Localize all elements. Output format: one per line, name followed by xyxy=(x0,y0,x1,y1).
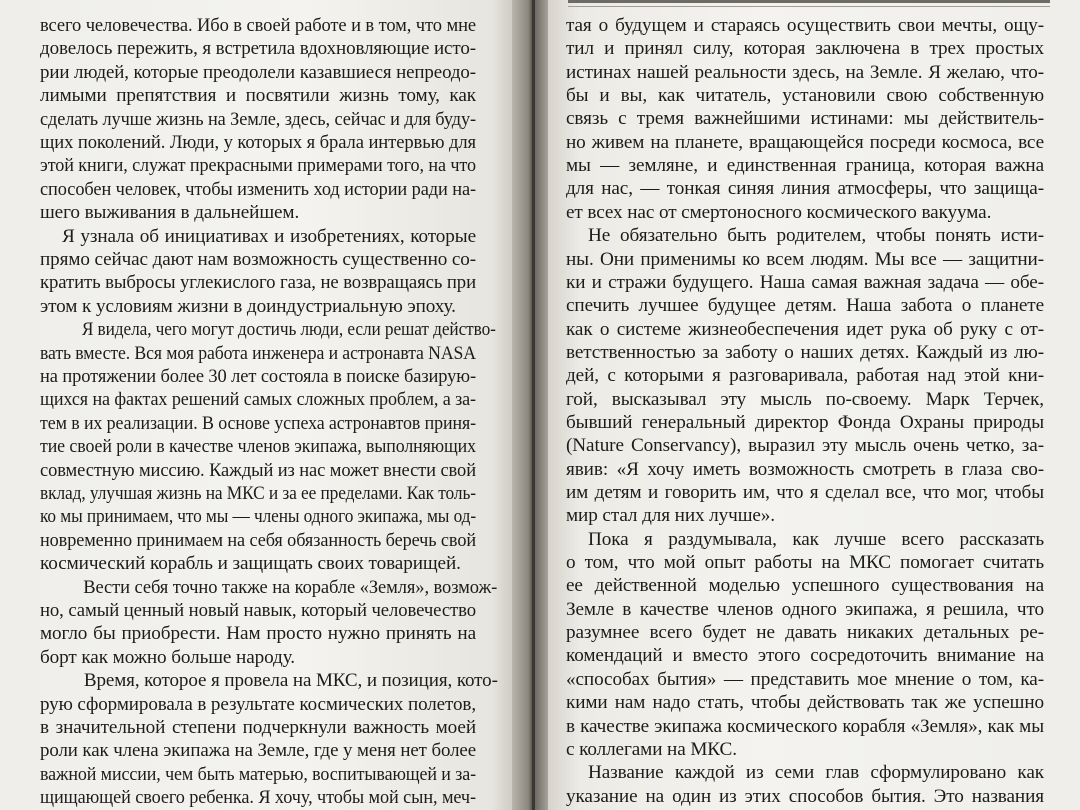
text-line: роли как члена экипажа на Земле, где у меня нет более xyxy=(40,740,476,762)
text-line: «способах бытия» — представить мое мнение о том, ка- xyxy=(566,668,1044,690)
text-line: вать вместе. Вся моя работа инженера и астронавта NASA xyxy=(40,342,476,364)
book-gutter xyxy=(512,0,548,810)
text-line: на протяжении более 30 лет состояла в поиске базирую- xyxy=(40,366,476,387)
text-line: в значительной степени подчеркнули важность моей xyxy=(40,717,476,738)
text-line: вклад, улучшая жизнь на МКС и за ее пределами. Как толь- xyxy=(40,483,476,504)
text-line: сделать лучше жизнь на Земле, здесь, сейчас и для буду- xyxy=(40,108,476,130)
text-line: новременно принимаем на себя обязанность беречь свой xyxy=(40,529,476,551)
text-line: Название каждой из семи глав сформулировано как xyxy=(588,762,1044,784)
text-line: щих поколений. Люди, у которых я брала интервью для xyxy=(40,132,476,153)
text-line: совместную миссию. Каждый из нас может внести свой xyxy=(40,459,476,481)
text-line: о том, что мой опыт работы на МКС помогает считать xyxy=(566,552,1044,574)
left-page xyxy=(0,0,512,810)
text-line: кими нам надо стать, чтобы действовать так же успешно xyxy=(566,692,1044,714)
text-line: ет всех нас от смертоносного космического вакуума. xyxy=(566,201,992,223)
text-line: указание на один из этих способов бытия. Это названия xyxy=(566,785,1044,807)
text-line: им детям и говорить им, что я сделал все, что мог, чтобы xyxy=(566,482,1044,503)
text-line: (Nature Conservancy), выразил эту мысль очень четко, за- xyxy=(566,435,1044,457)
text-line: истинах нашей реальности здесь, на Земле. Я желаю, что- xyxy=(566,61,1044,83)
text-line: кратить выбросы углекислого газа, не возвращаясь при xyxy=(40,272,476,294)
text-line: Земле в качестве членов одного экипажа, я решила, что xyxy=(566,598,1044,620)
text-line: гой, высказывал эту мысль по-своему. Марк Терчек, xyxy=(566,388,1044,410)
text-line: тем в их реализации. В основе успеха астронавтов приня- xyxy=(40,412,476,434)
text-line: в качестве экипажа космического корабля «Земля», как мы xyxy=(566,715,1044,737)
text-line: для нас, — тонкая синяя линия атмосферы, что защища- xyxy=(566,178,1044,200)
text-line: Вести себя точно также на корабле «Земля», возмож- xyxy=(83,576,498,598)
text-line: спечить лучшее будущее детям. Наша забота о планете xyxy=(566,295,1044,317)
text-line: Пока я раздумывала, как лучше всего рассказать xyxy=(588,528,1044,550)
page-edge-strip-thin xyxy=(568,6,1050,7)
text-line: космический корабль и защищать своих товарищей. xyxy=(40,553,461,575)
text-line: мир стал для них лучше». xyxy=(566,505,775,527)
text-line: связь с тремя важнейшими истинами: мы действитель- xyxy=(566,108,1044,130)
right-page xyxy=(548,0,1080,810)
text-line: этой книги, служат прекрасными примерами того, на что xyxy=(40,155,476,177)
text-line: прямо сейчас дают нам возможность существенно со- xyxy=(40,249,476,270)
text-line: щищающей своего ребенка. Я хочу, чтобы мой сын, меч- xyxy=(40,787,476,809)
text-line: ее действенной моделью успешного существования на xyxy=(566,575,1044,597)
text-line: щихся на фактах решений самых сложных проблем, а за- xyxy=(40,389,476,411)
text-line: явив: «Я хочу иметь возможность смотреть в глаза сво- xyxy=(566,458,1044,480)
text-line: довелось пережить, я встретила вдохновляющие исто- xyxy=(40,38,476,60)
text-line: лимыми препятствия и посвятили жизнь тому, как xyxy=(40,85,476,107)
text-line: Не обязательно быть родителем, чтобы понять исти- xyxy=(588,225,1044,247)
text-line: способен человек, чтобы изменить ход истории ради на- xyxy=(40,178,476,200)
text-line: всего человечества. Ибо в своей работе и в том, что мне xyxy=(40,15,476,36)
text-line: комендаций и вместо этого сосредоточить внимание на xyxy=(566,645,1044,667)
text-line: бывший генеральный директор Фонда Охраны природы xyxy=(566,411,1044,433)
text-line: но живем на планете, вращающейся посреди космоса, все xyxy=(566,131,1044,153)
text-line: важной миссии, чем быть матерью, воспитывающей и за- xyxy=(40,763,476,785)
text-line: тил и принял силу, которая заключена в трех простых xyxy=(566,38,1044,60)
text-line: тие своей роли в качестве членов экипажа, выполняющих xyxy=(40,436,476,458)
text-line: рую сформировала в результате космических полетов, xyxy=(40,693,476,715)
text-line: борт как можно больше народу. xyxy=(40,646,295,668)
text-line: могло бы приобрести. Нам просто нужно принять на xyxy=(40,623,476,645)
text-line: ветственностью за заботу о наших детях. Каждый из лю- xyxy=(566,341,1044,363)
text-line: бы и вы, как читатель, установили свою собственную xyxy=(566,85,1044,107)
text-line: ны. Они применимы ко всем людям. Мы все — защитни- xyxy=(566,248,1044,270)
text-line: шего выживания в дальнейшем. xyxy=(40,202,300,224)
page-edge-shadow xyxy=(532,0,535,810)
text-line: но, самый ценный новый навык, который человечество xyxy=(40,600,476,621)
text-line: ко мы принимаем, что мы — члены одного экипажа, мы од- xyxy=(40,506,476,528)
text-line: как о системе жизнеобеспечения идет рука об руку с от- xyxy=(566,318,1044,340)
text-line: ки и стражи будущего. Наша самая важная задача — обе- xyxy=(566,271,1044,293)
text-line: Я видела, чего могут достичь люди, если решат действо- xyxy=(81,319,496,341)
text-line: тая о будущем и стараясь осуществить свои мечты, ощу- xyxy=(566,15,1044,36)
text-line: с коллегами на МКС. xyxy=(566,738,737,760)
text-line: этом к условиям жизни в доиндустриальную эпоху. xyxy=(40,295,456,317)
text-line: Я узнала об инициативах и изобретениях, которые xyxy=(62,225,476,247)
text-line: разумнее всего будет не давать никаких детальных ре- xyxy=(566,622,1044,644)
page-edge-strip xyxy=(568,0,1050,3)
text-line: рии людей, которые преодолели казавшиеся непреодо- xyxy=(40,61,476,83)
text-line: Время, которое я провела на МКС, и позиция, кото- xyxy=(83,670,498,692)
text-line: мы — земляне, и единственная граница, которая важна xyxy=(566,155,1044,177)
text-line: дей, с которыми я разговаривала, работая над этой кни- xyxy=(566,365,1044,387)
